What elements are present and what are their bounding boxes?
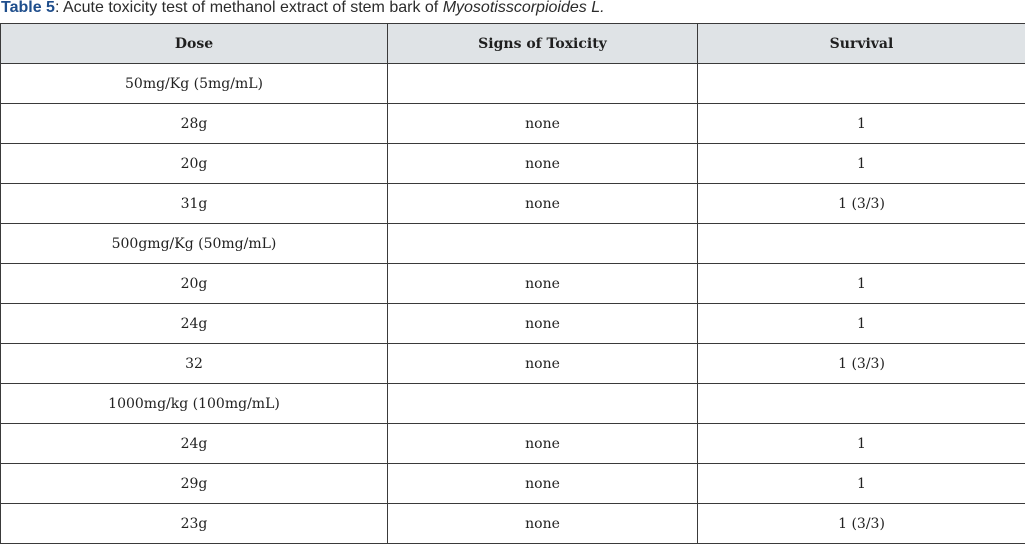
table-row xyxy=(1,144,1025,184)
cell-dose: 23g xyxy=(1,504,388,544)
cell-dose: 20g xyxy=(1,264,388,304)
cell-survival: 1 xyxy=(698,464,1025,504)
cell-survival: 1 xyxy=(698,424,1025,464)
cell-dose: 20g xyxy=(1,144,388,184)
cell-dose: 50mg/Kg (5mg/mL) xyxy=(1,64,388,104)
table-row-dose-group xyxy=(1,384,1025,424)
table-row xyxy=(1,344,1025,384)
cell-signs xyxy=(388,64,698,104)
cell-signs: none xyxy=(388,304,698,344)
table-row xyxy=(1,104,1025,144)
cell-signs xyxy=(388,224,698,264)
table-row xyxy=(1,264,1025,304)
cell-dose: 24g xyxy=(1,424,388,464)
cell-dose: 1000mg/kg (100mg/mL) xyxy=(1,384,388,424)
cell-signs: none xyxy=(388,184,698,224)
table-caption xyxy=(1,0,605,18)
cell-survival: 1 (3/3) xyxy=(698,344,1025,384)
cell-signs xyxy=(388,384,698,424)
caption-species-name: Myosotisscorpioides L. xyxy=(442,0,605,16)
header-signs-of-toxicity: Signs of Toxicity xyxy=(388,24,698,64)
cell-signs: none xyxy=(388,104,698,144)
cell-dose: 32 xyxy=(1,344,388,384)
cell-dose: 28g xyxy=(1,104,388,144)
cell-signs: none xyxy=(388,264,698,304)
table-row xyxy=(1,504,1025,544)
cell-survival: 1 xyxy=(698,104,1025,144)
cell-survival xyxy=(698,224,1025,264)
cell-dose: 31g xyxy=(1,184,388,224)
cell-survival xyxy=(698,64,1025,104)
cell-survival: 1 (3/3) xyxy=(698,504,1025,544)
cell-survival: 1 (3/3) xyxy=(698,184,1025,224)
header-survival: Survival xyxy=(698,24,1025,64)
cell-survival: 1 xyxy=(698,264,1025,304)
caption-text: : Acute toxicity test of methanol extract of stem bark of xyxy=(54,0,443,16)
header-dose: Dose xyxy=(1,24,388,64)
toxicity-table xyxy=(0,23,1025,544)
cell-signs: none xyxy=(388,424,698,464)
cell-survival: 1 xyxy=(698,304,1025,344)
table-row xyxy=(1,184,1025,224)
cell-survival: 1 xyxy=(698,144,1025,184)
table-row-dose-group xyxy=(1,224,1025,264)
cell-signs: none xyxy=(388,504,698,544)
cell-dose: 24g xyxy=(1,304,388,344)
table-number-label: Table 5 xyxy=(1,0,55,16)
table-header-row xyxy=(1,24,1025,64)
table-row xyxy=(1,424,1025,464)
cell-dose: 29g xyxy=(1,464,388,504)
cell-dose: 500gmg/Kg (50mg/mL) xyxy=(1,224,388,264)
table-row-dose-group xyxy=(1,64,1025,104)
table-row xyxy=(1,464,1025,504)
cell-survival xyxy=(698,384,1025,424)
cell-signs: none xyxy=(388,464,698,504)
cell-signs: none xyxy=(388,144,698,184)
cell-signs: none xyxy=(388,344,698,384)
table-row xyxy=(1,304,1025,344)
